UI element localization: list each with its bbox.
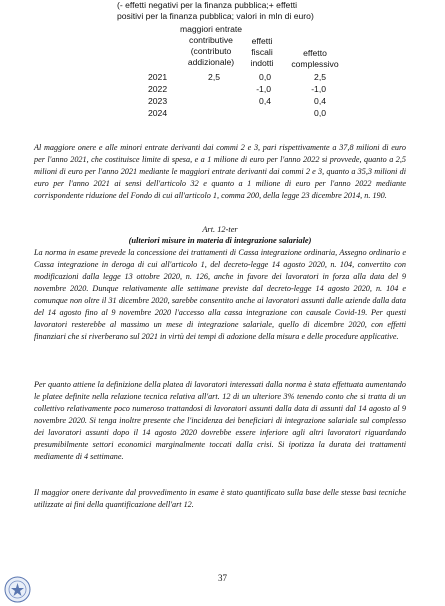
cell-complessivo: 0,0: [314, 108, 326, 118]
column-header-line: effetti: [251, 36, 273, 46]
cell-complessivo: 0,4: [314, 96, 326, 106]
column-header-line: maggiori entrate: [179, 24, 243, 34]
article-heading: [34, 224, 406, 246]
row-year: 2022: [148, 84, 168, 94]
cell-complessivo: -1,0: [311, 84, 326, 94]
column-header-line: fiscali: [251, 47, 273, 57]
table-header-line-1: (- effetti negativi per la finanza pubblica;+ effetti: [117, 0, 298, 10]
row-year: 2024: [148, 108, 168, 118]
paragraph-platea: Per quanto attiene la definizione della platea di lavoratori interessati dalla norma è stata effettuata aumentando le platee definite nella relazione tecnica relativa all'art. 12 di un ulteriore 3% tenendo conto che si tratta di un collettivo relativamente poco numeroso trattandosi di lavoratori assunti dalla data di assunti dal 14 agosto al 9 novembre 2020. Si tenga inoltre presente che l'incidenza dei beneficiari di integrazione salariale sul complesso dei lavoratori assunti dopo il 14 agosto 2020 dovrebbe essere inferiore agli altri lavoratori riguardando presumibilmente settori economici marginalmente toccati dalla crisi. Si ipotizza la durata dei trattamenti mediamente di 4 settimane.: [34, 380, 406, 461]
table-header: [117, 0, 367, 22]
paragraph-coverage: Al maggiore onere e alle minori entrate derivanti dai commi 2 e 3, pari rispettivamente a 37,8 milioni di euro per l'anno 2021, che costituisce limite di spesa, e a 1 milione di euro per l'anno 2022 si provvede, quanto a 2,5 milioni di euro per l'anno 2021 mediante le maggiori entrate derivanti dai commi 2 e 3, quanto a 35,3 milioni di euro per l'anno 2021 ai sensi dell'articolo 32 e quanto a 1 milione di euro per l'anno 2022 mediante corrispondente riduzione del Fondo di cui all'articolo 1, comma 200, della legge 23 dicembre 2014, n. 190.: [34, 143, 406, 200]
row-year: 2021: [148, 72, 168, 82]
column-header-complessivo: [285, 48, 345, 70]
paragraph-onere: Il maggior onere derivante dal provvedimento in esame è stato quantificato sulla base delle stesse basi tecniche utilizzate ai fini della quantificazione dell'art 12.: [34, 488, 406, 509]
table-row: [0, 72, 445, 83]
article-subtitle: (ulteriori misure in materia di integrazione salariale): [128, 236, 312, 245]
table-header-line-2: positivi per la finanza pubblica; valori in mln di euro): [117, 11, 314, 21]
column-header-line: contributive: [189, 35, 233, 45]
cell-contributive: 2,5: [208, 72, 220, 82]
column-header-line: addizionale): [187, 57, 235, 67]
cell-fiscali: -1,0: [256, 84, 271, 94]
table-row: [0, 96, 445, 107]
cell-complessivo: 2,5: [314, 72, 326, 82]
column-header-line: effetto: [303, 48, 327, 58]
cell-fiscali: 0,0: [259, 72, 271, 82]
cell-fiscali: 0,4: [259, 96, 271, 106]
table-row: [0, 84, 445, 95]
column-header-line: (contributo: [190, 46, 232, 56]
page-number: 37: [218, 573, 227, 583]
column-header-fiscali: [237, 36, 287, 69]
row-year: 2023: [148, 96, 168, 106]
emblem-seal-icon: [4, 576, 31, 603]
paragraph-norm: La norma in esame prevede la concessione dei trattamenti di Cassa integrazione ordinaria, Assegno ordinario e Cassa integrazione in deroga di cui all'articolo 1, del decreto-legge 14 agosto 2020, n. 104, convertito con modificazioni dalla legge 13 ottobre 2020, n. 126, anche in favore dei lavoratori in forza alla data del 9 novembre 2020. Dunque relativamente alle settimane previste dal decreto-legge 14 agosto 2020, n. 104 e comunque non oltre il 31 dicembre 2020, sarebbe consentito anche ai lavoratori assunti dalle aziende dalla data del 14 agosto fino al 9 novembre 2020 l'accesso alla cassa integrazione con causale Covid-19. Per questi lavoratori resterebbe al massimo un mese di integrazione salariale, quello di dicembre 2020, con effetti finanziari che si riverberano sul 2021 in virtù dei tempi di adozione della misura e delle procedure applicative.: [34, 248, 406, 341]
table-row: [0, 108, 445, 119]
article-title: Art. 12-ter: [202, 225, 238, 234]
column-header-line: indotti: [250, 58, 274, 68]
column-header-line: complessivo: [291, 59, 339, 69]
